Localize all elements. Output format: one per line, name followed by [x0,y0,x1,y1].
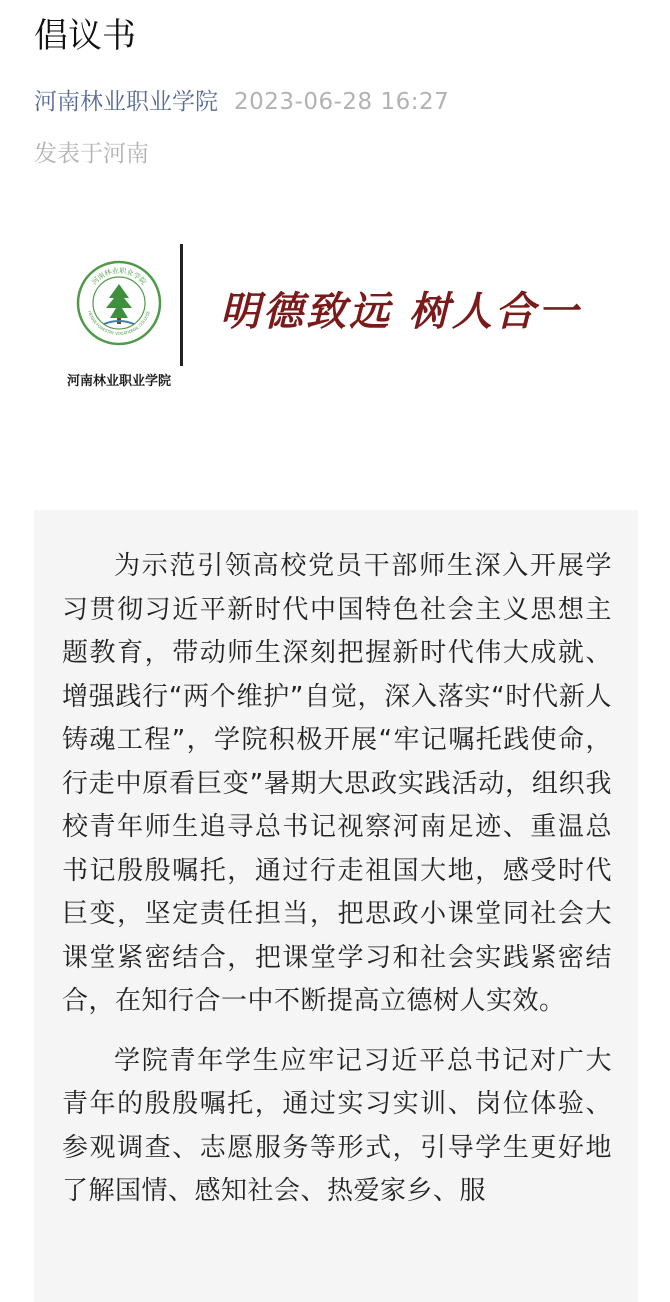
body-paragraph: 学院青年学生应牢记习近平总书记对广大青年的殷殷嘱托，通过实习实训、岗位体验、参观调查、志愿服务等形式，引导学生更好地了解国情、感知社会、热爱家乡、服 [62,1045,612,1206]
seal-text-bottom: HENAN FORESTRY VOCATIONAL COLLEGE [87,310,151,337]
publish-location: 发表于河南 [34,141,149,167]
article-title: 倡议书 [34,16,136,56]
college-banner-image [34,232,636,389]
college-motto: 明德致远 树人合一 [220,288,581,335]
seal-text-top: 河南林业职业学院 [90,266,148,287]
banner-divider [180,244,183,366]
college-logo [54,252,174,389]
publish-time: 2023-06-28 16:27 [234,89,450,115]
article-content-block [34,510,638,1302]
account-name-link[interactable]: 河南林业职业学院 [34,89,218,115]
college-seal-icon [76,260,162,346]
article-meta [34,86,449,118]
logo-caption: 河南林业职业学院 [66,374,171,389]
body-paragraph: 为示范引领高校党员干部师生深入开展学习贯彻习近平新时代中国特色社会主义思想主题教育，带动师生深刻把握新时代伟大成就、增强践行“两个维护”自觉，深入落实“时代新人铸魂工程”，学院积极开展“牢记嘱托践使命，行走中原看巨变”暑期大思政实践活动，组织我校青年师生追寻总书记视察河南足迹、重温总书记殷殷嘱托，通过行走祖国大地，感受时代巨变，坚定责任担当，把思政小课堂同社会大课堂紧密结合，把课堂学习和社会实践紧密结合，在知行合一中不断提高立德树人实效。 [62,551,612,1016]
